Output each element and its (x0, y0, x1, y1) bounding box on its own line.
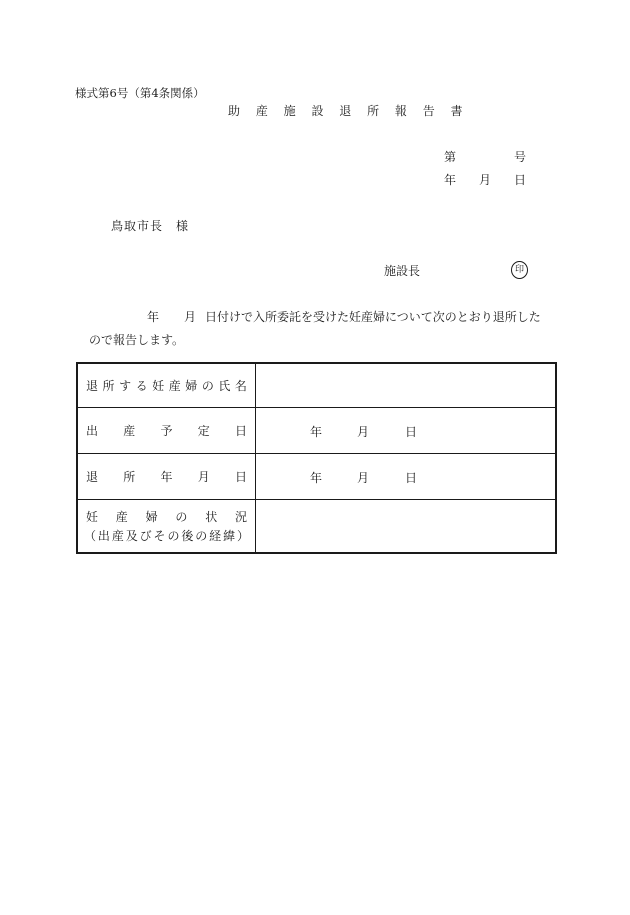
date-year-unit: 年 (310, 424, 323, 439)
addressee: 鳥取市長 様 (111, 219, 190, 233)
name-field[interactable] (256, 363, 557, 407)
body-text-line1: 日付けで入所委託を受けた妊産婦について次のとおり退所した (205, 310, 541, 324)
body-month: 月 (184, 310, 197, 324)
report-table (76, 362, 557, 554)
date-day-unit: 日 (405, 424, 418, 439)
label-pregnant-woman-status: 妊 産 婦 の 状 況 (86, 509, 247, 524)
reference-date-month: 月 (479, 173, 492, 187)
body-text-line2: ので報告します。 (89, 333, 185, 347)
table-row (77, 407, 556, 453)
label-cell (77, 407, 256, 453)
discharge-date-field[interactable] (256, 453, 557, 499)
label-cell (77, 453, 256, 499)
status-field[interactable] (256, 499, 557, 553)
table-row (77, 363, 556, 407)
reference-number-prefix: 第 (444, 150, 457, 164)
table-row (77, 453, 556, 499)
date-day-unit: 日 (405, 470, 418, 485)
seal-mark: 印 (511, 261, 528, 279)
body-year: 年 (147, 310, 160, 324)
label-expected-delivery-date: 出 産 予 定 日 (86, 423, 247, 438)
form-number: 様式第6号（第4条関係） (75, 86, 205, 100)
date-month-unit: 月 (357, 470, 370, 485)
label-discharge-date: 退 所 年 月 日 (86, 469, 247, 484)
label-pregnant-woman-name: 退 所 す る 妊 産 婦 の 氏 名 (86, 378, 247, 393)
date-year-unit: 年 (310, 470, 323, 485)
reference-date-year: 年 (444, 173, 457, 187)
document-title: 助 産 施 設 退 所 報 告 書 (228, 104, 469, 118)
label-status-subtext: （ 出 産 及 び そ の 後 の 経 緯 ） (84, 528, 249, 543)
expected-delivery-date-field[interactable] (256, 407, 557, 453)
facility-head-label: 施設長 (384, 264, 421, 278)
reference-date-day: 日 (514, 173, 527, 187)
date-month-unit: 月 (357, 424, 370, 439)
label-cell (77, 499, 256, 553)
reference-number-suffix: 号 (514, 150, 527, 164)
table-row (77, 499, 556, 553)
label-cell (77, 363, 256, 407)
